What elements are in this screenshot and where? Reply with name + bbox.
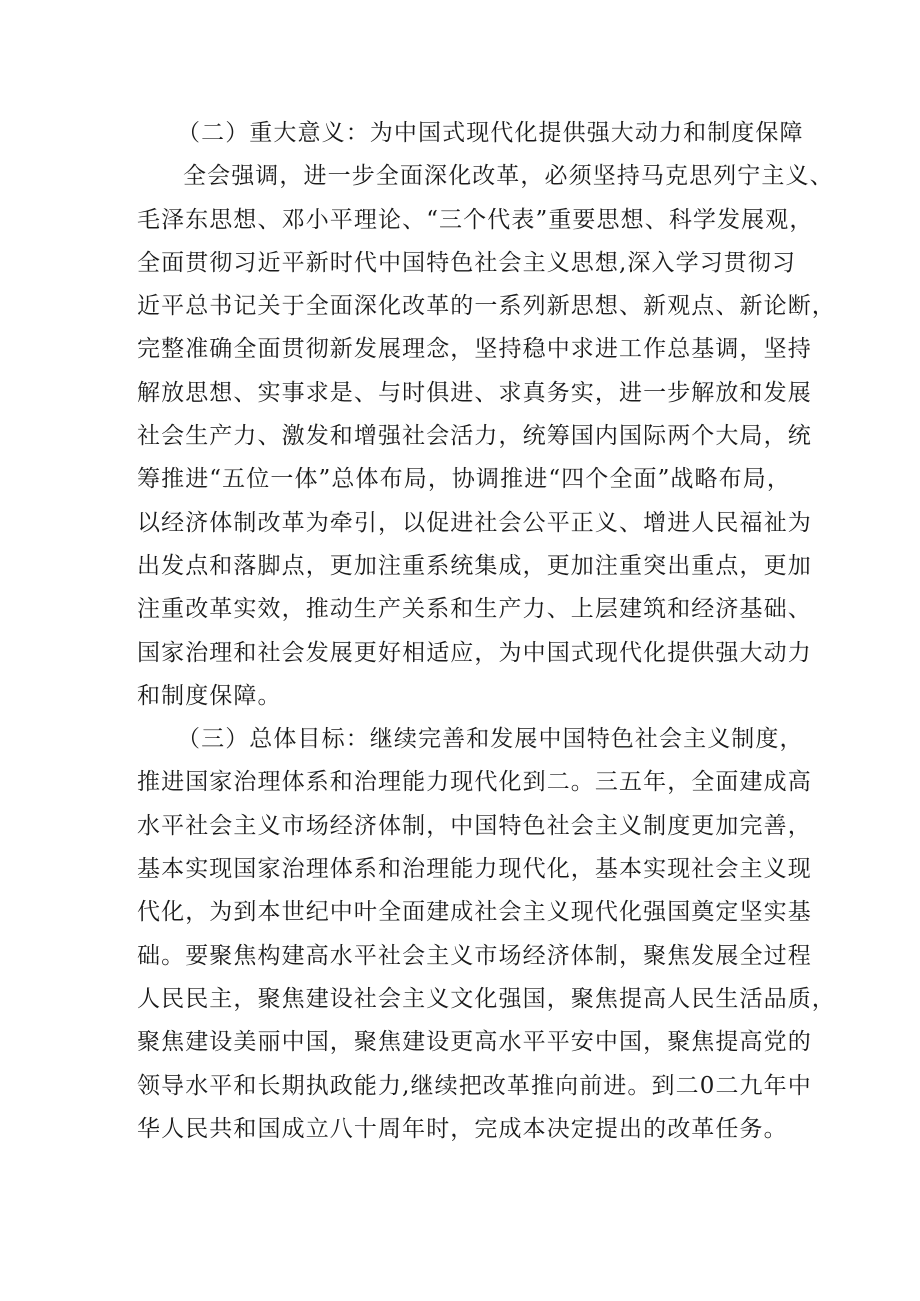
paragraph-line: 近平总书记关于全面深化改革的一系列新思想、新观点、新论断，	[137, 293, 836, 320]
paragraph-line: 代化，为到本世纪中叶全面建成社会主义现代化强国奠定坚实基	[137, 899, 812, 926]
paragraph-line: 和制度保障。	[137, 682, 282, 709]
paragraph-line: 聚焦建设美丽中国，聚焦建设更高水平平安中国，聚焦提高党的	[137, 1029, 812, 1056]
paragraph-line: 础。要聚焦构建高水平社会主义市场经济体制，聚焦发展全过程	[137, 942, 812, 969]
paragraph-line: 社会生产力、激发和增强社会活力，统筹国内国际两个大局，统	[137, 423, 812, 450]
section-paragraph	[137, 155, 836, 718]
paragraph-line: 出发点和落脚点，更加注重系统集成，更加注重突出重点，更加	[137, 552, 812, 579]
paragraph-line: 毛泽东思想、邓小平理论、“三个代表”重要思想、科学发展观，	[137, 206, 814, 233]
paragraph-line: 国家治理和社会发展更好相适应，为中国式现代化提供强大动力	[137, 639, 812, 666]
paragraph-line: 以经济体制改革为牵引，以促进社会公平正义、增进人民福祉为	[137, 509, 812, 536]
paragraph-line: 全会强调，进一步全面深化改革，必须坚持马克思列宁主义、	[183, 163, 834, 190]
paragraph-line: 筹推进“五位一体”总体布局，协调推进“四个全面”战略布局，	[137, 466, 791, 493]
section-paragraph	[137, 718, 836, 1151]
paragraph-line: 解放思想、实事求是、与时俱进、求真务实，进一步解放和发展	[137, 379, 812, 406]
paragraph-line: 基本实现国家治理体系和治理能力现代化，基本实现社会主义现	[137, 856, 812, 883]
paragraph-line: （三）总体目标：继续完善和发展中国特色社会主义制度，	[177, 726, 804, 753]
paragraph-line: 人民民主，聚焦建设社会主义文化强国，聚焦提高人民生活品质，	[137, 985, 836, 1012]
paragraph-line: 推进国家治理体系和治理能力现代化到二。三五年，全面建成高	[137, 769, 812, 796]
paragraph-line: 完整准确全面贯彻新发展理念，坚持稳中求进工作总基调，坚持	[137, 336, 812, 363]
document-body	[137, 112, 836, 1151]
section-heading: （二）重大意义：为中国式现代化提供强大动力和制度保障	[177, 120, 804, 146]
paragraph-line: 全面贯彻习近平新时代中国特色社会主义思想,深入学习贯彻习	[137, 249, 797, 276]
paragraph-line: 水平社会主义市场经济体制，中国特色社会主义制度更加完善，	[137, 812, 812, 839]
paragraph-line: 领导水平和长期执政能力,继续把改革推向前进。到二0二九年中	[137, 1072, 812, 1099]
paragraph-line: 注重改革实效，推动生产关系和生产力、上层建筑和经济基础、	[137, 596, 812, 623]
paragraph-line: 华人民共和国成立八十周年时，完成本决定提出的改革任务。	[137, 1115, 788, 1142]
